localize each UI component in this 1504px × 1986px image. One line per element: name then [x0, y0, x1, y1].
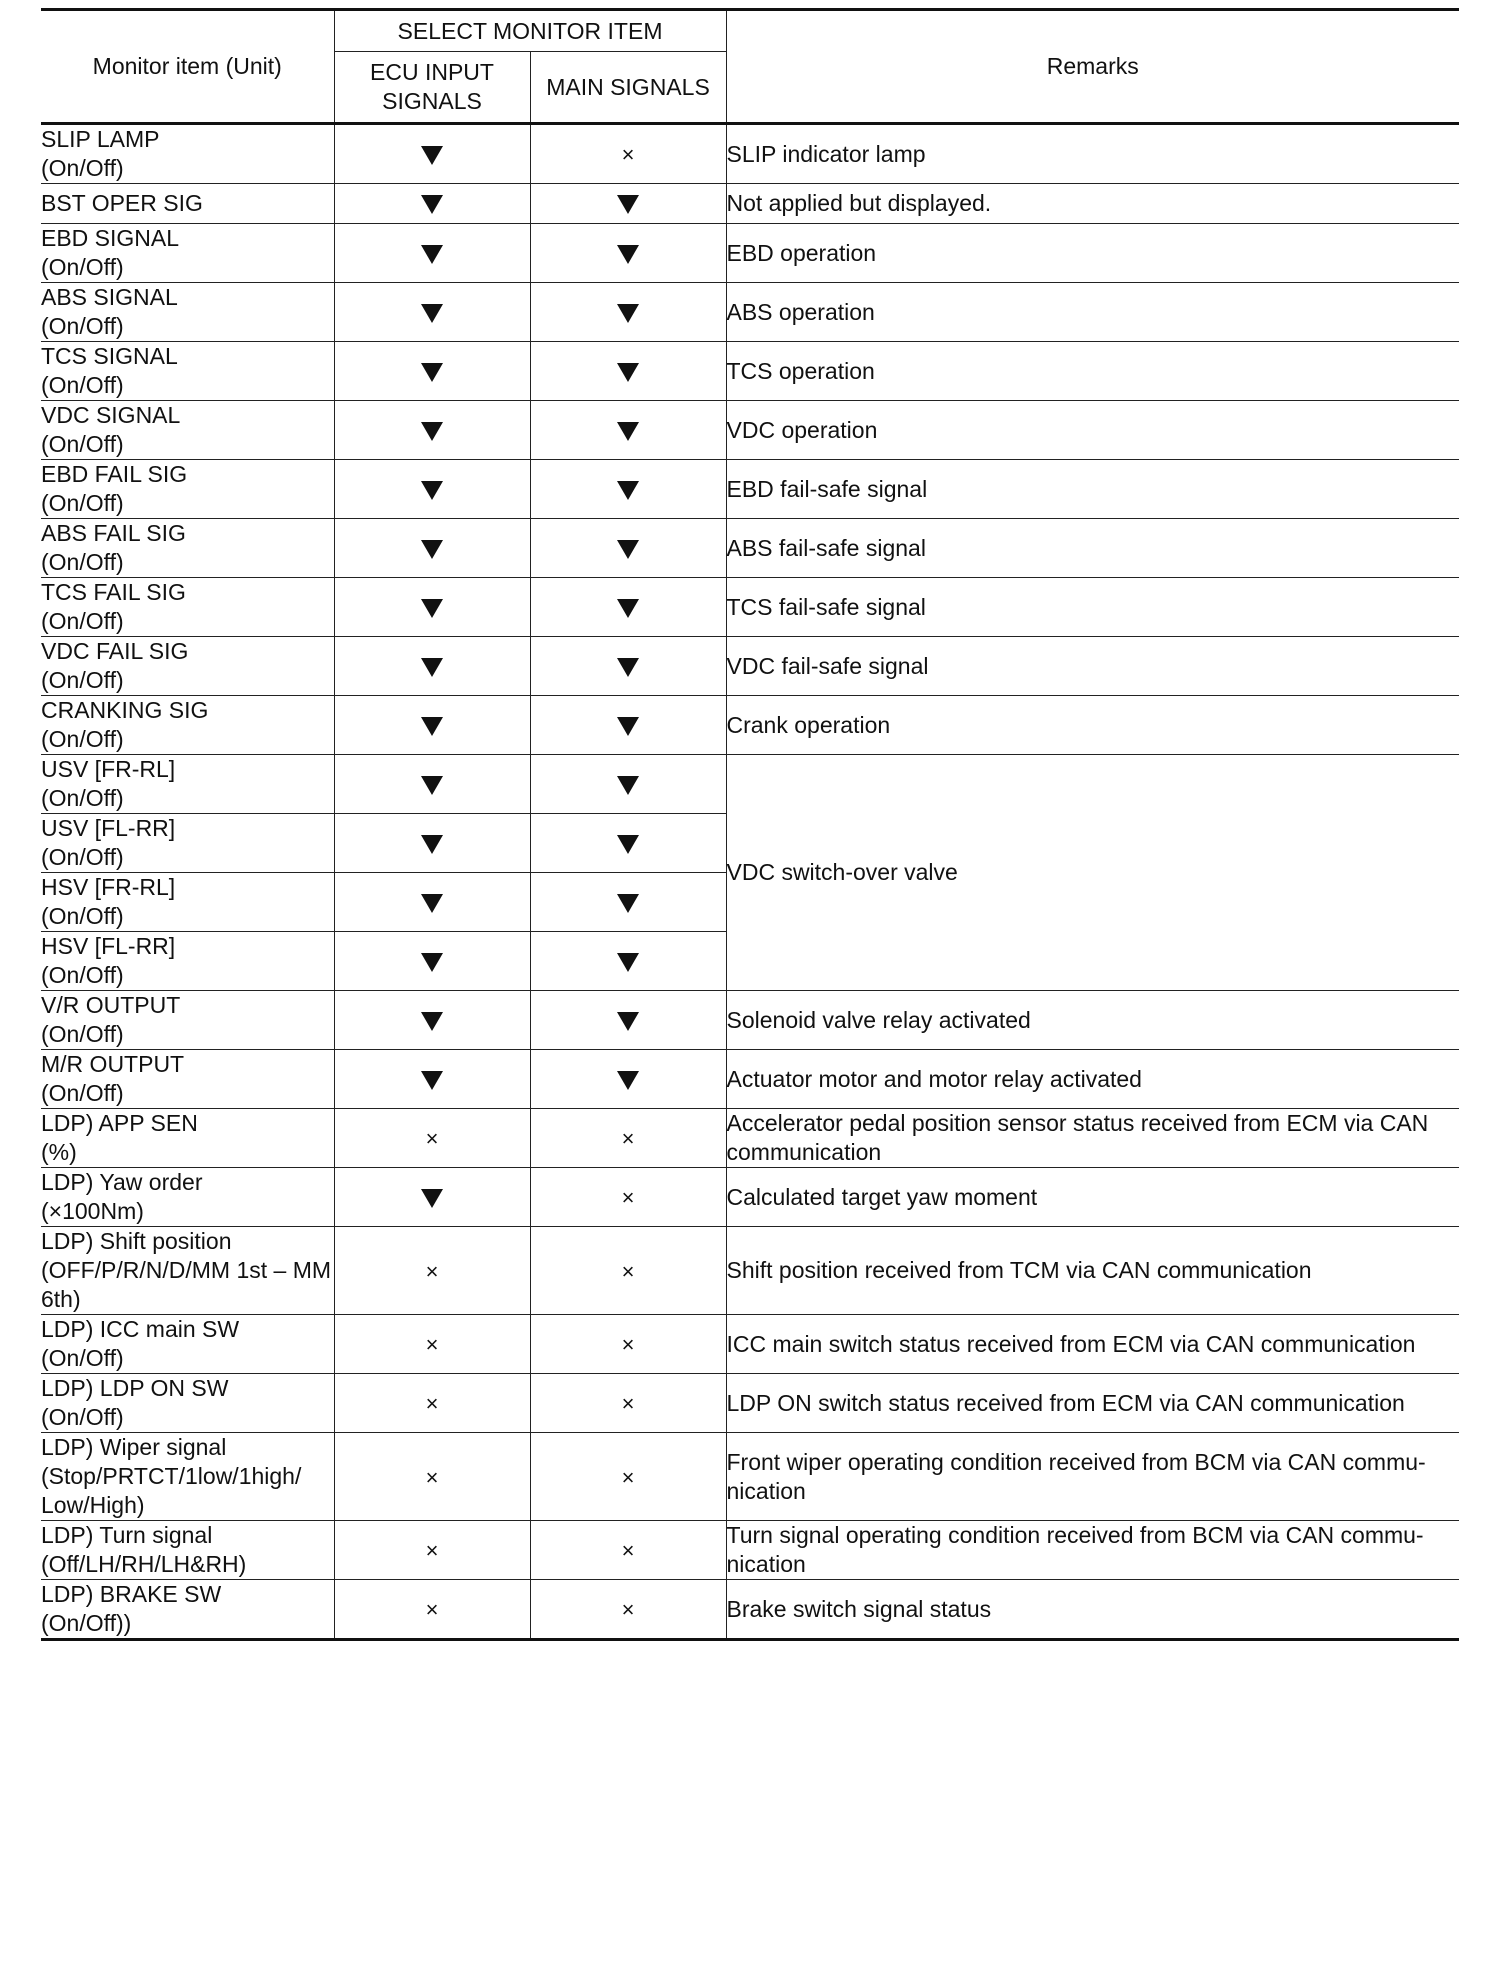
monitor-item-unit: (On/Off)	[41, 726, 124, 752]
ecu-input-signals-cell	[334, 1374, 530, 1433]
monitor-item-cell	[41, 578, 334, 637]
monitor-item-unit: (On/Off)	[41, 903, 124, 929]
ecu-input-signals-not-applicable-icon: ×	[425, 1258, 439, 1284]
monitor-item-cell	[41, 460, 334, 519]
monitor-item-cell	[41, 342, 334, 401]
ecu-input-signals-cell	[334, 637, 530, 696]
main-signals-applicable-icon	[617, 1071, 639, 1090]
ecu-input-signals-not-applicable-icon: ×	[425, 1538, 439, 1564]
remarks-cell: EBD fail-safe signal	[726, 460, 1459, 519]
ecu-input-signals-cell	[334, 283, 530, 342]
main-signals-not-applicable-icon: ×	[621, 1597, 635, 1623]
table-row	[41, 991, 1459, 1050]
monitor-item-name: ABS FAIL SIG	[41, 520, 186, 546]
ecu-input-signals-cell	[334, 224, 530, 283]
ecu-input-signals-applicable-icon	[421, 304, 443, 323]
main-signals-cell	[530, 991, 726, 1050]
monitor-item-unit: (Stop/PRTCT/1low/1high/ Low/High)	[41, 1463, 302, 1518]
ecu-input-signals-applicable-icon	[421, 599, 443, 618]
monitor-item-unit: (On/Off)	[41, 844, 124, 870]
ecu-input-signals-applicable-icon	[421, 481, 443, 500]
ecu-input-signals-applicable-icon	[421, 363, 443, 382]
ecu-input-signals-not-applicable-icon: ×	[425, 1597, 439, 1623]
main-signals-not-applicable-icon: ×	[621, 1538, 635, 1564]
monitor-item-name: USV [FR-RL]	[41, 756, 176, 782]
table-row	[41, 401, 1459, 460]
main-signals-not-applicable-icon: ×	[621, 1126, 635, 1152]
monitor-item-name: M/R OUTPUT	[41, 1051, 185, 1077]
table-row	[41, 1050, 1459, 1109]
main-signals-applicable-icon	[617, 245, 639, 264]
remarks-cell: Brake switch signal status	[726, 1580, 1459, 1640]
ecu-input-signals-cell	[334, 1315, 530, 1374]
ecu-input-signals-cell	[334, 1433, 530, 1521]
monitor-item-cell	[41, 1109, 334, 1168]
header-ecu-input-signals: ECU INPUT SIGNALS	[334, 52, 530, 124]
monitor-item-cell	[41, 224, 334, 283]
header-select-monitor-item: SELECT MONITOR ITEM	[334, 10, 726, 52]
main-signals-cell	[530, 342, 726, 401]
ecu-input-signals-not-applicable-icon: ×	[425, 1332, 439, 1358]
main-signals-applicable-icon	[617, 953, 639, 972]
monitor-item-cell	[41, 1227, 334, 1315]
main-signals-cell	[530, 1109, 726, 1168]
table-row	[41, 224, 1459, 283]
remarks-cell: VDC fail-safe signal	[726, 637, 1459, 696]
monitor-item-unit: (×100Nm)	[41, 1198, 144, 1224]
main-signals-applicable-icon	[617, 835, 639, 854]
monitor-item-unit: (On/Off)	[41, 313, 124, 339]
monitor-item-cell	[41, 1315, 334, 1374]
ecu-input-signals-cell	[334, 460, 530, 519]
monitor-item-unit: (Off/LH/RH/LH&RH)	[41, 1551, 247, 1577]
ecu-input-signals-cell	[334, 991, 530, 1050]
main-signals-applicable-icon	[617, 540, 639, 559]
main-signals-applicable-icon	[617, 1012, 639, 1031]
monitor-item-unit: (On/Off)	[41, 667, 124, 693]
monitor-item-name: EBD SIGNAL	[41, 225, 180, 251]
ecu-input-signals-cell	[334, 1227, 530, 1315]
main-signals-not-applicable-icon: ×	[621, 1391, 635, 1417]
monitor-item-unit: (On/Off)	[41, 962, 124, 988]
remarks-cell: TCS operation	[726, 342, 1459, 401]
ecu-input-signals-cell	[334, 1521, 530, 1580]
monitor-item-name: HSV [FL-RR]	[41, 933, 176, 959]
main-signals-applicable-icon	[617, 658, 639, 677]
main-signals-cell	[530, 1168, 726, 1227]
monitor-item-name: ABS SIGNAL	[41, 284, 178, 310]
table-row	[41, 578, 1459, 637]
main-signals-applicable-icon	[617, 363, 639, 382]
monitor-item-unit: (On/Off)	[41, 1404, 124, 1430]
table-row	[41, 1168, 1459, 1227]
monitor-item-unit: (%)	[41, 1139, 77, 1165]
monitor-item-name: TCS FAIL SIG	[41, 579, 186, 605]
ecu-input-signals-applicable-icon	[421, 146, 443, 165]
monitor-item-cell	[41, 1580, 334, 1640]
ecu-input-signals-not-applicable-icon: ×	[425, 1391, 439, 1417]
monitor-item-cell	[41, 814, 334, 873]
main-signals-cell	[530, 184, 726, 224]
main-signals-not-applicable-icon: ×	[621, 1464, 635, 1490]
main-signals-applicable-icon	[617, 481, 639, 500]
header-monitor-item: Monitor item (Unit)	[41, 10, 334, 124]
ecu-input-signals-cell	[334, 124, 530, 184]
remarks-cell: SLIP indicator lamp	[726, 124, 1459, 184]
ecu-input-signals-cell	[334, 873, 530, 932]
ecu-input-signals-cell	[334, 342, 530, 401]
header-remarks: Remarks	[726, 10, 1459, 124]
monitor-item-name: LDP) Wiper signal	[41, 1434, 227, 1460]
monitor-item-name: SLIP LAMP	[41, 126, 160, 152]
table-row	[41, 1580, 1459, 1640]
monitor-item-cell	[41, 1521, 334, 1580]
monitor-item-cell	[41, 637, 334, 696]
monitor-item-unit: (On/Off))	[41, 1610, 132, 1636]
remarks-cell: LDP ON switch status received from ECM via CAN communication	[726, 1374, 1459, 1433]
ecu-input-signals-applicable-icon	[421, 1189, 443, 1208]
monitor-item-name: LDP) Yaw order	[41, 1169, 203, 1195]
ecu-input-signals-applicable-icon	[421, 422, 443, 441]
ecu-input-signals-not-applicable-icon: ×	[425, 1464, 439, 1490]
ecu-input-signals-applicable-icon	[421, 835, 443, 854]
table-row	[41, 1227, 1459, 1315]
ecu-input-signals-cell	[334, 1050, 530, 1109]
main-signals-cell	[530, 696, 726, 755]
monitor-item-cell	[41, 1050, 334, 1109]
table-row	[41, 519, 1459, 578]
main-signals-not-applicable-icon: ×	[621, 1332, 635, 1358]
monitor-item-unit: (On/Off)	[41, 431, 124, 457]
remarks-cell: ICC main switch status received from ECM via CAN communication	[726, 1315, 1459, 1374]
monitor-item-unit: (On/Off)	[41, 155, 124, 181]
remarks-cell: Not applied but displayed.	[726, 184, 1459, 224]
main-signals-applicable-icon	[617, 304, 639, 323]
remarks-cell: Crank operation	[726, 696, 1459, 755]
main-signals-cell	[530, 814, 726, 873]
main-signals-cell	[530, 1433, 726, 1521]
table-row	[41, 1109, 1459, 1168]
monitor-item-unit: (On/Off)	[41, 254, 124, 280]
remarks-cell: ABS fail-safe signal	[726, 519, 1459, 578]
remarks-cell: Actuator motor and motor relay activated	[726, 1050, 1459, 1109]
monitor-item-unit: (On/Off)	[41, 785, 124, 811]
main-signals-not-applicable-icon: ×	[621, 1258, 635, 1284]
main-signals-cell	[530, 224, 726, 283]
monitor-item-cell	[41, 1168, 334, 1227]
table-row	[41, 1374, 1459, 1433]
monitor-item-cell	[41, 755, 334, 814]
remarks-cell: EBD operation	[726, 224, 1459, 283]
main-signals-cell	[530, 637, 726, 696]
ecu-input-signals-applicable-icon	[421, 245, 443, 264]
main-signals-cell	[530, 932, 726, 991]
monitor-item-name: LDP) LDP ON SW	[41, 1375, 229, 1401]
ecu-input-signals-cell	[334, 184, 530, 224]
monitor-item-cell	[41, 1433, 334, 1521]
monitor-item-unit: (On/Off)	[41, 608, 124, 634]
monitor-item-unit: (On/Off)	[41, 1021, 124, 1047]
monitor-item-name: EBD FAIL SIG	[41, 461, 188, 487]
main-signals-cell	[530, 283, 726, 342]
monitor-item-cell	[41, 1374, 334, 1433]
main-signals-applicable-icon	[617, 717, 639, 736]
ecu-input-signals-not-applicable-icon: ×	[425, 1126, 439, 1152]
monitor-item-cell	[41, 401, 334, 460]
monitor-item-cell	[41, 184, 334, 224]
table-row	[41, 696, 1459, 755]
main-signals-cell	[530, 1315, 726, 1374]
monitor-item-cell	[41, 696, 334, 755]
ecu-input-signals-applicable-icon	[421, 658, 443, 677]
ecu-input-signals-cell	[334, 814, 530, 873]
ecu-input-signals-applicable-icon	[421, 1071, 443, 1090]
table-row	[41, 1433, 1459, 1521]
main-signals-cell	[530, 1374, 726, 1433]
ecu-input-signals-cell	[334, 755, 530, 814]
monitor-item-name: LDP) Turn signal	[41, 1522, 213, 1548]
monitor-item-cell	[41, 283, 334, 342]
main-signals-cell	[530, 1580, 726, 1640]
ecu-input-signals-applicable-icon	[421, 776, 443, 795]
remarks-cell: VDC operation	[726, 401, 1459, 460]
ecu-input-signals-cell	[334, 1109, 530, 1168]
remarks-cell: VDC switch-over valve	[726, 755, 1459, 991]
main-signals-cell	[530, 1227, 726, 1315]
monitor-item-unit: (On/Off)	[41, 1080, 124, 1106]
ecu-input-signals-cell	[334, 519, 530, 578]
ecu-input-signals-applicable-icon	[421, 1012, 443, 1031]
monitor-item-cell	[41, 124, 334, 184]
monitor-item-name: VDC FAIL SIG	[41, 638, 189, 664]
monitor-item-name: LDP) BRAKE SW	[41, 1581, 222, 1607]
ecu-input-signals-cell	[334, 1168, 530, 1227]
ecu-input-signals-cell	[334, 932, 530, 991]
table-row	[41, 460, 1459, 519]
table-row	[41, 1521, 1459, 1580]
main-signals-cell	[530, 755, 726, 814]
monitor-item-cell	[41, 991, 334, 1050]
ecu-input-signals-applicable-icon	[421, 894, 443, 913]
main-signals-cell	[530, 578, 726, 637]
ecu-input-signals-cell	[334, 578, 530, 637]
monitor-item-table	[41, 8, 1459, 1641]
main-signals-not-applicable-icon: ×	[621, 1185, 635, 1211]
monitor-item-name: USV [FL-RR]	[41, 815, 176, 841]
table-row	[41, 342, 1459, 401]
main-signals-cell	[530, 124, 726, 184]
ecu-input-signals-cell	[334, 401, 530, 460]
table-body	[41, 124, 1459, 1640]
main-signals-applicable-icon	[617, 894, 639, 913]
remarks-cell: Solenoid valve relay activated	[726, 991, 1459, 1050]
monitor-item-name: LDP) ICC main SW	[41, 1316, 240, 1342]
monitor-item-name: LDP) APP SEN	[41, 1110, 198, 1136]
header-row-top	[41, 10, 1459, 52]
monitor-item-name: BST OPER SIG	[41, 190, 203, 216]
table-row	[41, 184, 1459, 224]
table-row	[41, 637, 1459, 696]
table-row	[41, 124, 1459, 184]
monitor-item-cell	[41, 932, 334, 991]
monitor-item-name: V/R OUTPUT	[41, 992, 181, 1018]
ecu-input-signals-cell	[334, 1580, 530, 1640]
header-main-signals: MAIN SIGNALS	[530, 52, 726, 124]
ecu-input-signals-applicable-icon	[421, 195, 443, 214]
monitor-item-name: CRANKING SIG	[41, 697, 209, 723]
remarks-cell: Accelerator pedal position sensor status received from ECM via CAN communication	[726, 1109, 1459, 1168]
remarks-cell: Shift position received from TCM via CAN communication	[726, 1227, 1459, 1315]
main-signals-not-applicable-icon: ×	[621, 142, 635, 168]
remarks-cell: Front wiper operating condition received from BCM via CAN commu- nication	[726, 1433, 1459, 1521]
main-signals-cell	[530, 1521, 726, 1580]
table-row	[41, 1315, 1459, 1374]
main-signals-applicable-icon	[617, 422, 639, 441]
monitor-item-unit: (OFF/P/R/N/D/MM 1st – MM 6th)	[41, 1257, 332, 1312]
monitor-item-name: HSV [FR-RL]	[41, 874, 176, 900]
main-signals-cell	[530, 519, 726, 578]
monitor-item-cell	[41, 519, 334, 578]
ecu-input-signals-applicable-icon	[421, 717, 443, 736]
main-signals-applicable-icon	[617, 776, 639, 795]
monitor-item-unit: (On/Off)	[41, 549, 124, 575]
remarks-cell: Calculated target yaw moment	[726, 1168, 1459, 1227]
ecu-input-signals-applicable-icon	[421, 540, 443, 559]
monitor-item-unit: (On/Off)	[41, 372, 124, 398]
monitor-item-name: VDC SIGNAL	[41, 402, 181, 428]
table-row	[41, 283, 1459, 342]
ecu-input-signals-cell	[334, 696, 530, 755]
monitor-item-cell	[41, 873, 334, 932]
table-row	[41, 755, 1459, 814]
main-signals-cell	[530, 460, 726, 519]
monitor-item-unit: (On/Off)	[41, 1345, 124, 1371]
main-signals-applicable-icon	[617, 195, 639, 214]
monitor-item-name: TCS SIGNAL	[41, 343, 178, 369]
remarks-cell: Turn signal operating condition received from BCM via CAN commu- nication	[726, 1521, 1459, 1580]
ecu-input-signals-applicable-icon	[421, 953, 443, 972]
remarks-cell: ABS operation	[726, 283, 1459, 342]
monitor-item-name: LDP) Shift position	[41, 1228, 232, 1254]
main-signals-cell	[530, 873, 726, 932]
main-signals-applicable-icon	[617, 599, 639, 618]
remarks-cell: TCS fail-safe signal	[726, 578, 1459, 637]
main-signals-cell	[530, 1050, 726, 1109]
main-signals-cell	[530, 401, 726, 460]
monitor-item-unit: (On/Off)	[41, 490, 124, 516]
